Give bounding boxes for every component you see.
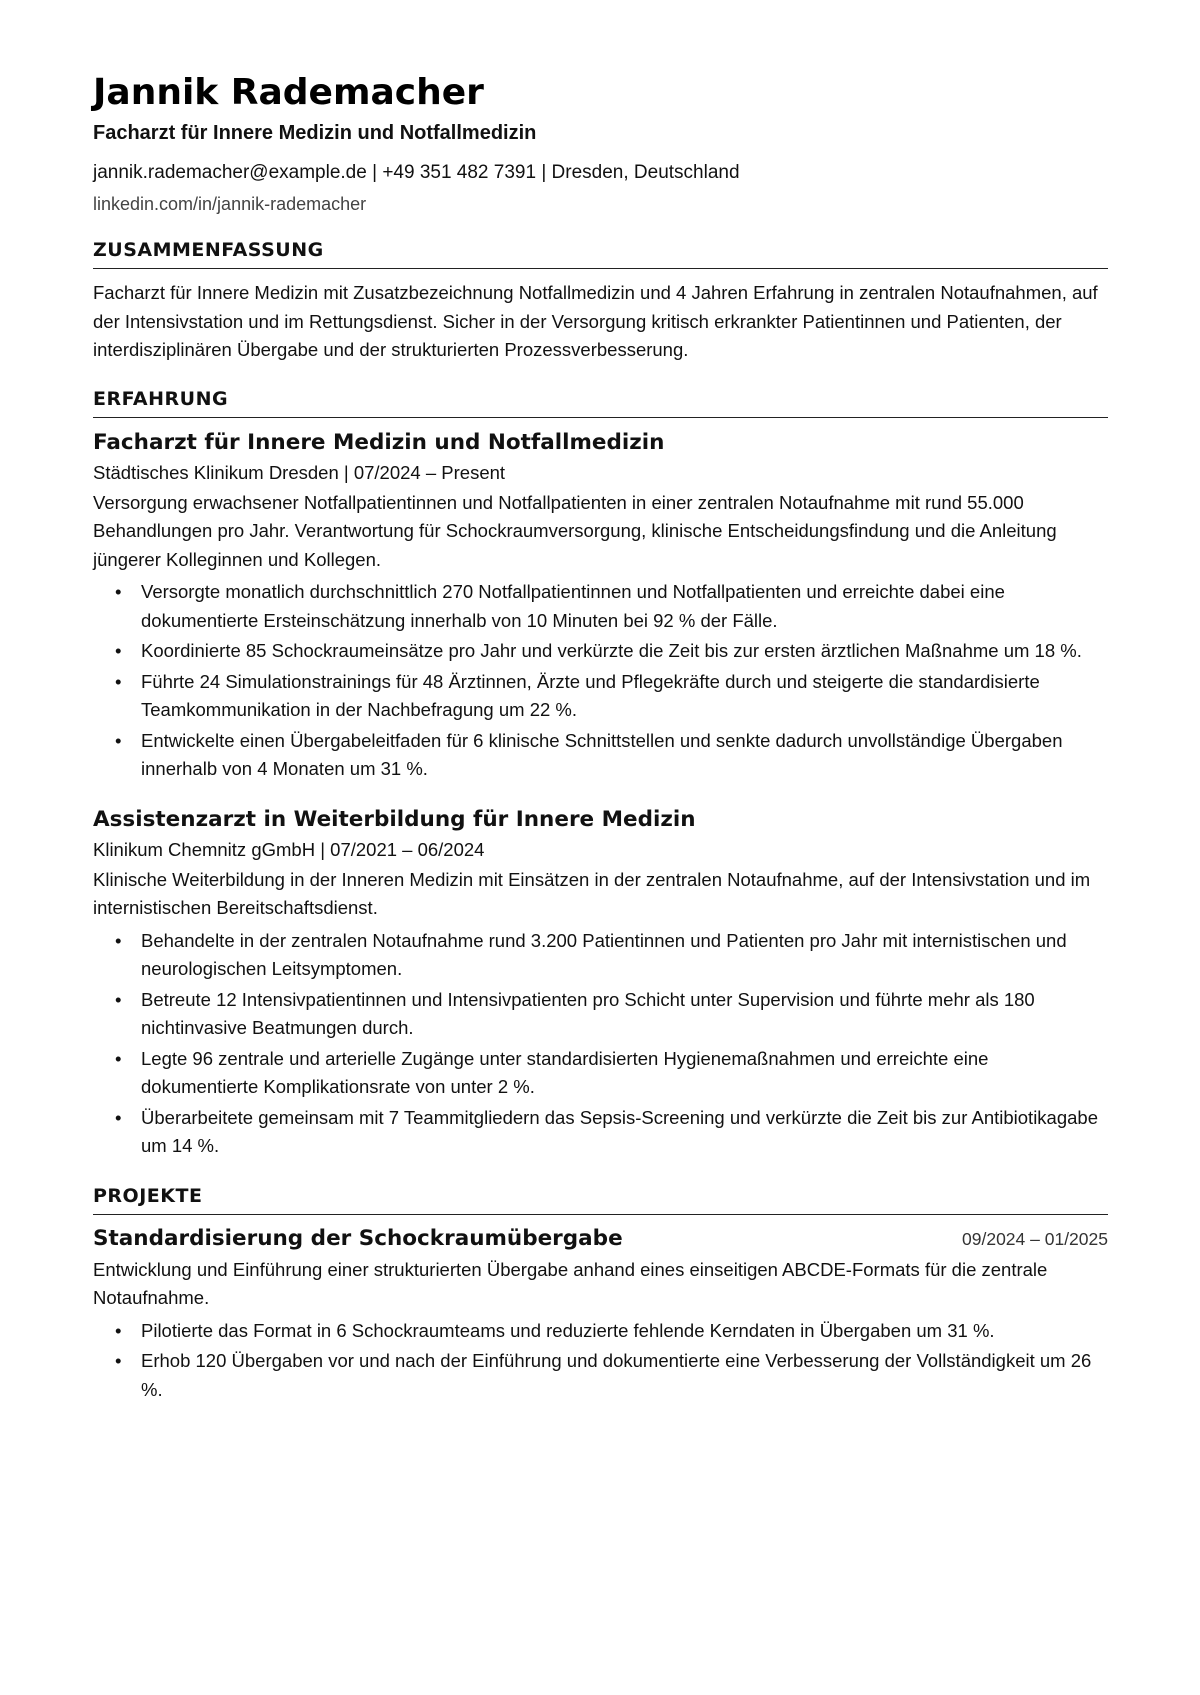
bullet-item (93, 727, 1108, 784)
bullet-icon: • (115, 729, 122, 751)
project-bullet-list (93, 1317, 1108, 1405)
job-entry (93, 429, 1108, 784)
bullet-icon: • (115, 1319, 122, 1341)
job-entry (93, 806, 1108, 1161)
bullet-item (93, 927, 1108, 984)
bullet-text: Überarbeitete gemeinsam mit 7 Teammitgliedern das Sepsis-Screening und verkürzte die Zeit bis zur Antibiotikagabe um 14 %. (141, 1106, 1099, 1157)
bullet-text: Führte 24 Simulationstrainings für 48 Ärztinnen, Ärzte und Pflegekräfte durch und steigerte die standardisierte Teamkommunikation in der Nachbefragung um 22 %. (141, 670, 1040, 721)
resume-page (93, 72, 1108, 1406)
section-title-projects: PROJEKTE (93, 1185, 1108, 1215)
bullet-text: Betreute 12 Intensivpatientinnen und Intensivpatienten pro Schicht unter Supervision und führte mehr als 180 nichtinvasive Beatmungen durch. (141, 988, 1035, 1039)
project-dates: 09/2024 – 01/2025 (962, 1228, 1108, 1249)
bullet-text: Koordinierte 85 Schockraumeinsätze pro Jahr und verkürzte die Zeit bis zur ersten ärztlichen Maßnahme um 18 %. (141, 640, 1082, 662)
job-title: Facharzt für Innere Medizin und Notfallmedizin (93, 429, 665, 455)
bullet-item (93, 578, 1108, 635)
bullet-text: Behandelte in der zentralen Notaufnahme rund 3.200 Patientinnen und Patienten pro Jahr mit internistischen und neurologischen Leitsymptomen. (141, 929, 1067, 980)
job-employer-dates: Klinikum Chemnitz gGmbH | 07/2021 – 06/2024 (93, 838, 485, 860)
contact-line: jannik.rademacher@example.de | +49 351 482 7391 | Dresden, Deutschland (93, 162, 740, 184)
bullet-item (93, 1317, 1108, 1346)
bullet-icon: • (115, 640, 122, 662)
bullet-text: Legte 96 zentrale und arterielle Zugänge unter standardisierten Hygienemaßnahmen und erreichte eine dokumentierte Komplikationsrate von unter 2 %. (141, 1047, 989, 1098)
summary-text: Facharzt für Innere Medizin mit Zusatzbezeichnung Notfallmedizin und 4 Jahren Erfahrung in zentralen Notaufnahmen, auf der Intensivstation und im Rettungsdienst. Sicher in der Versorgung kritisch erkrankter Patientinnen und Patienten, der interdisziplinären Übergabe und der strukturierten Prozessverbesserung. (93, 282, 1098, 361)
summary-section (93, 239, 1108, 365)
project-entry (93, 1225, 1108, 1404)
bullet-icon: • (115, 988, 122, 1010)
project-description: Entwicklung und Einführung einer strukturierten Übergabe anhand eines einseitigen ABCDE-Formats für die zentrale Notaufnahme. (93, 1258, 1048, 1309)
bullet-text: Pilotierte das Format in 6 Schockraumteams und reduzierte fehlende Kerndaten in Übergaben um 31 %. (141, 1319, 995, 1341)
bullet-text: Erhob 120 Übergaben vor und nach der Einführung und dokumentierte eine Verbesserung der Vollständigkeit um 26 %. (141, 1350, 1092, 1400)
bullet-item (93, 1104, 1108, 1161)
bullet-icon: • (115, 670, 122, 692)
linkedin-url: linkedin.com/in/jannik-rademacher (93, 194, 367, 215)
section-title-summary: ZUSAMMENFASSUNG (93, 239, 1108, 269)
job-title: Assistenzarzt in Weiterbildung für Innere Medizin (93, 806, 696, 832)
bullet-item (93, 668, 1108, 725)
candidate-name: Jannik Rademacher (93, 72, 484, 113)
bullet-icon: • (115, 1047, 122, 1069)
bullet-item (93, 986, 1108, 1043)
experience-section (93, 388, 1108, 1161)
job-bullet-list (93, 927, 1108, 1161)
job-employer-dates: Städtisches Klinikum Dresden | 07/2024 – Present (93, 461, 506, 483)
bullet-item (93, 1045, 1108, 1102)
job-description: Versorgung erwachsener Notfallpatientinnen und Notfallpatienten in einer zentralen Notaufnahme mit rund 55.000 Behandlungen pro Jahr. Verantwortung für Schockraumversorgung, klinische Entscheidungsfindung und die Anleitung jüngerer Kolleginnen und Kollegen. (93, 491, 1057, 570)
bullet-icon: • (115, 929, 122, 951)
job-description: Klinische Weiterbildung in der Inneren Medizin mit Einsätzen in der zentralen Notaufnahme, auf der Intensivstation und im internistischen Bereitschaftsdienst. (93, 868, 1091, 919)
candidate-headline: Facharzt für Innere Medizin und Notfallmedizin (93, 122, 537, 145)
bullet-icon: • (115, 1350, 122, 1372)
bullet-icon: • (115, 581, 122, 603)
bullet-item (93, 637, 1108, 666)
projects-section (93, 1185, 1108, 1404)
job-bullet-list (93, 578, 1108, 784)
bullet-text: Versorgte monatlich durchschnittlich 270 Notfallpatientinnen und Notfallpatienten und erreichte dabei eine dokumentierte Ersteinschätzung innerhalb von 10 Minuten bei 92 % der Fälle. (141, 581, 1005, 631)
resume-header (93, 72, 1108, 216)
bullet-item (93, 1347, 1108, 1404)
bullet-text: Entwickelte einen Übergabeleitfaden für 6 klinische Schnittstellen und senkte dadurch unvollständige Übergaben innerhalb von 4 Monaten um 31 %. (141, 729, 1063, 780)
bullet-icon: • (115, 1106, 122, 1128)
project-header (93, 1225, 1108, 1253)
section-title-experience: ERFAHRUNG (93, 388, 1108, 418)
project-title: Standardisierung der Schockraumübergabe (93, 1225, 623, 1251)
